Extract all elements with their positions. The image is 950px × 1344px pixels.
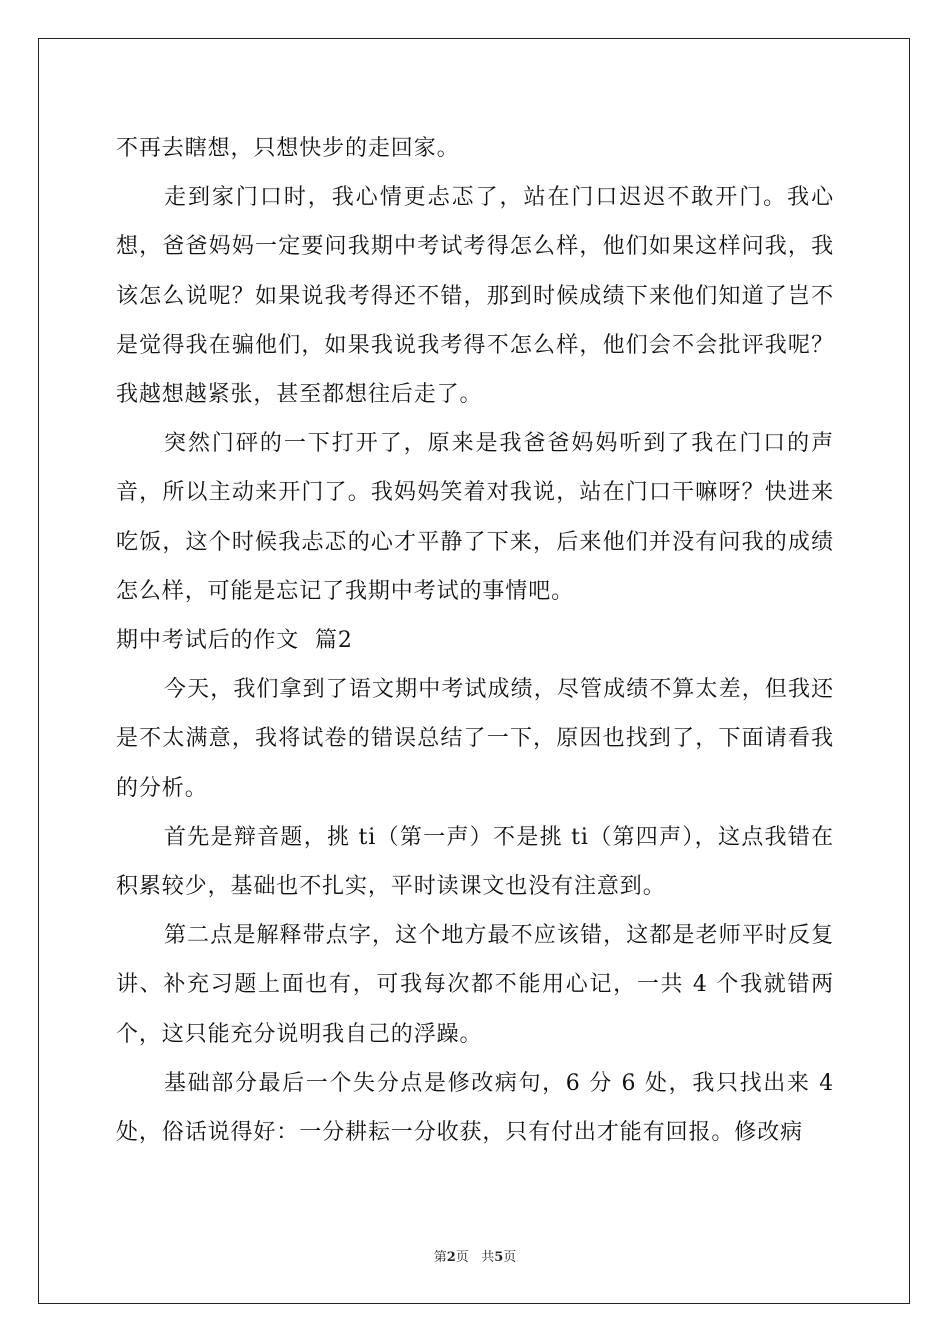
footer-page-suffix: 页 <box>455 1250 469 1265</box>
paragraph: 第二点是解释带点字，这个地方最不应该错，这都是老师平时反复讲、补充习题上面也有，可我每次都不能用心记，一共 4 个我就错两个，这只能充分说明我自己的浮躁。 <box>116 923 834 1047</box>
paragraph: 不再去瞎想，只想快步的走回家。 <box>116 136 460 161</box>
footer-total-suffix: 页 <box>503 1250 517 1265</box>
paragraph: 基础部分最后一个失分点是修改病句，6 分 6 处，我只找出来 4 处，俗话说得好：一分耕耘一分收获，只有付出才能有回报。修改病 <box>116 1070 834 1146</box>
paragraph: 突然门砰的一下打开了，原来是我爸爸妈妈听到了我在门口的声音，所以主动来开门了。我妈妈笑着对我说，站在门口干嘛呀？快进来吃饭，这个时候我忐忑的心才平静了下来，后来他们并没有问我的成绩怎么样，可能是忘记了我期中考试的事情吧。 <box>116 431 834 604</box>
paragraph: 首先是辩音题，挑 ti（第一声）不是挑 ti（第四声），这点我错在积累较少，基础也不扎实，平时读课文也没有注意到。 <box>116 824 834 900</box>
paragraph: 今天，我们拿到了语文期中考试成绩，尽管成绩不算太差，但我还是不太满意，我将试卷的错误总结了一下，原因也找到了，下面请看我的分析。 <box>116 677 834 801</box>
paragraph: 走到家门口时，我心情更忐忑了，站在门口迟迟不敢开门。我心想，爸爸妈妈一定要问我期中考试考得怎么样，他们如果这样问我，我该怎么说呢？如果说我考得还不错，那到时候成绩下来他们知道了岂不是觉得我在骗他们，如果我说我考得不怎么样，他们会不会批评我呢？我越想越紧张，甚至都想往后走了。 <box>116 185 834 408</box>
document-body <box>116 124 834 1157</box>
footer-total-prefix: 共 <box>481 1250 495 1265</box>
footer-total-pages: 5 <box>494 1250 504 1265</box>
footer-page-number: 2 <box>446 1250 456 1265</box>
footer-page-prefix: 第 <box>433 1250 447 1265</box>
section-heading: 期中考试后的作文 篇2 <box>116 628 353 654</box>
page-footer <box>0 1246 950 1265</box>
